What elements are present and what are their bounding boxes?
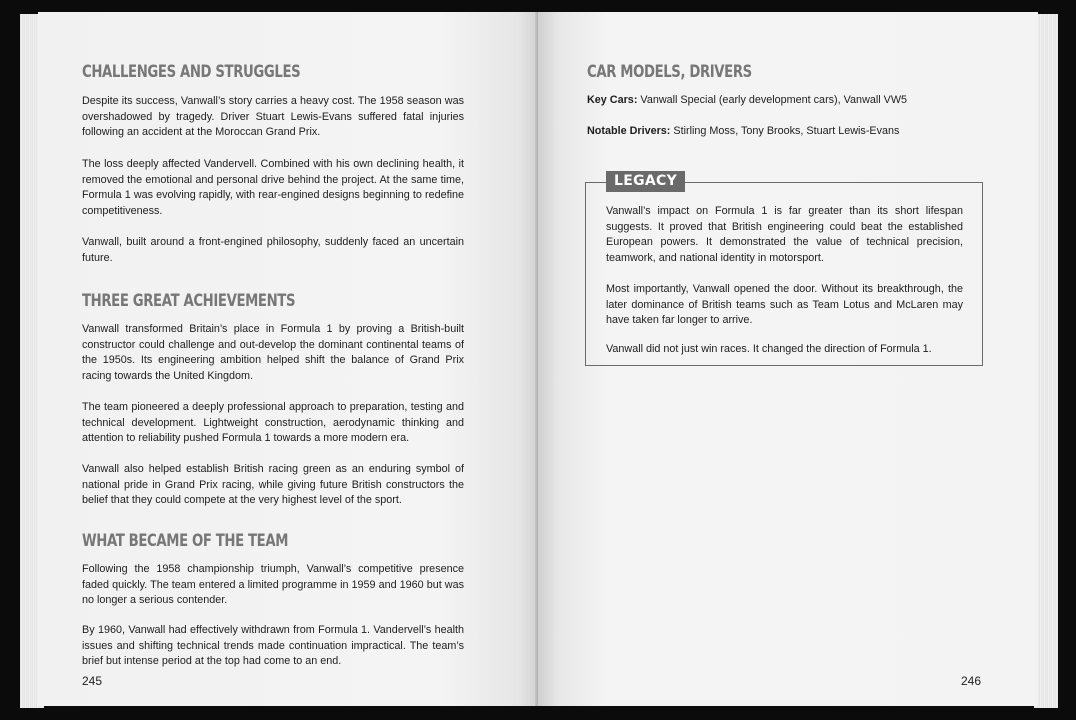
section-heading-challenges: CHALLENGES AND STRUGGLES xyxy=(82,62,301,82)
paragraph: The team pioneered a deeply professional approach to preparation, testing and technical development. Lightweight construction, aerodynamic thinking and attention to reliability pushed Formula 1 towards a more modern era. xyxy=(82,401,464,445)
section-heading-car-models: CAR MODELS, DRIVERS xyxy=(587,62,752,82)
left-page xyxy=(38,12,538,706)
key-cars-line xyxy=(587,94,907,106)
section-heading-what-became: WHAT BECAME OF THE TEAM xyxy=(82,531,289,551)
paragraph: Following the 1958 championship triumph, Vanwall’s competitive presence faded quickly. The team entered a limited programme in 1959 and 1960 but was no longer a serious contender. xyxy=(82,563,464,607)
paragraph: Vanwall also helped establish British racing green as an enduring symbol of national pride in Grand Prix racing, while giving future British constructors the belief that they could compete at the very highest level of the sport. xyxy=(82,463,464,507)
page-number: 246 xyxy=(961,674,982,688)
paragraph: By 1960, Vanwall had effectively withdrawn from Formula 1. Vandervell’s health issues and shifting technical trends made continuation impractical. The team’s brief but intense period at the top had come to an end. xyxy=(82,624,464,668)
paragraph: Vanwall transformed Britain’s place in Formula 1 by proving a British-built constructor could challenge and out-develop the dominant continental teams of the 1950s. Its engineering ambition helped shift the balance of Grand Prix racing towards the United Kingdom. xyxy=(82,323,464,382)
right-page xyxy=(538,12,1038,706)
legacy-paragraph: Vanwall’s impact on Formula 1 is far greater than its short lifespan suggests. It proved that British engineering could beat the established European powers. It demonstrated the value of technical precision, teamwork, and national identity in motorsport. xyxy=(606,205,963,264)
legacy-paragraph: Vanwall did not just win races. It changed the direction of Formula 1. xyxy=(606,343,932,355)
legacy-paragraph: Most importantly, Vanwall opened the door. Without its breakthrough, the later dominance of British teams such as Team Lotus and McLaren may have taken far longer to arrive. xyxy=(606,283,963,327)
paragraph: Vanwall, built around a front-engined philosophy, suddenly faced an uncertain future. xyxy=(82,236,464,264)
page-number: 245 xyxy=(82,674,103,688)
paragraph: The loss deeply affected Vandervell. Combined with his own declining health, it removed the emotional and personal drive behind the project. At the same time, Formula 1 was evolving rapidly, with rear-engined designs beginning to redefine competitiveness. xyxy=(82,158,464,217)
section-heading-achievements: THREE GREAT ACHIEVEMENTS xyxy=(82,291,296,311)
notable-drivers-line xyxy=(587,125,899,137)
key-cars-label: Key Cars: xyxy=(587,94,638,106)
drivers-label: Notable Drivers: xyxy=(587,125,671,137)
legacy-title: LEGACY xyxy=(606,171,685,192)
legacy-box xyxy=(585,182,983,366)
paragraph: Despite its success, Vanwall’s story carries a heavy cost. The 1958 season was overshadowed by tragedy. Driver Stuart Lewis-Evans suffered fatal injuries following an accident at the Moroccan Grand Prix. xyxy=(82,95,464,139)
drivers-value: Stirling Moss, Tony Brooks, Stuart Lewis-Evans xyxy=(670,125,900,137)
key-cars-value: Vanwall Special (early development cars), Vanwall VW5 xyxy=(637,94,908,106)
